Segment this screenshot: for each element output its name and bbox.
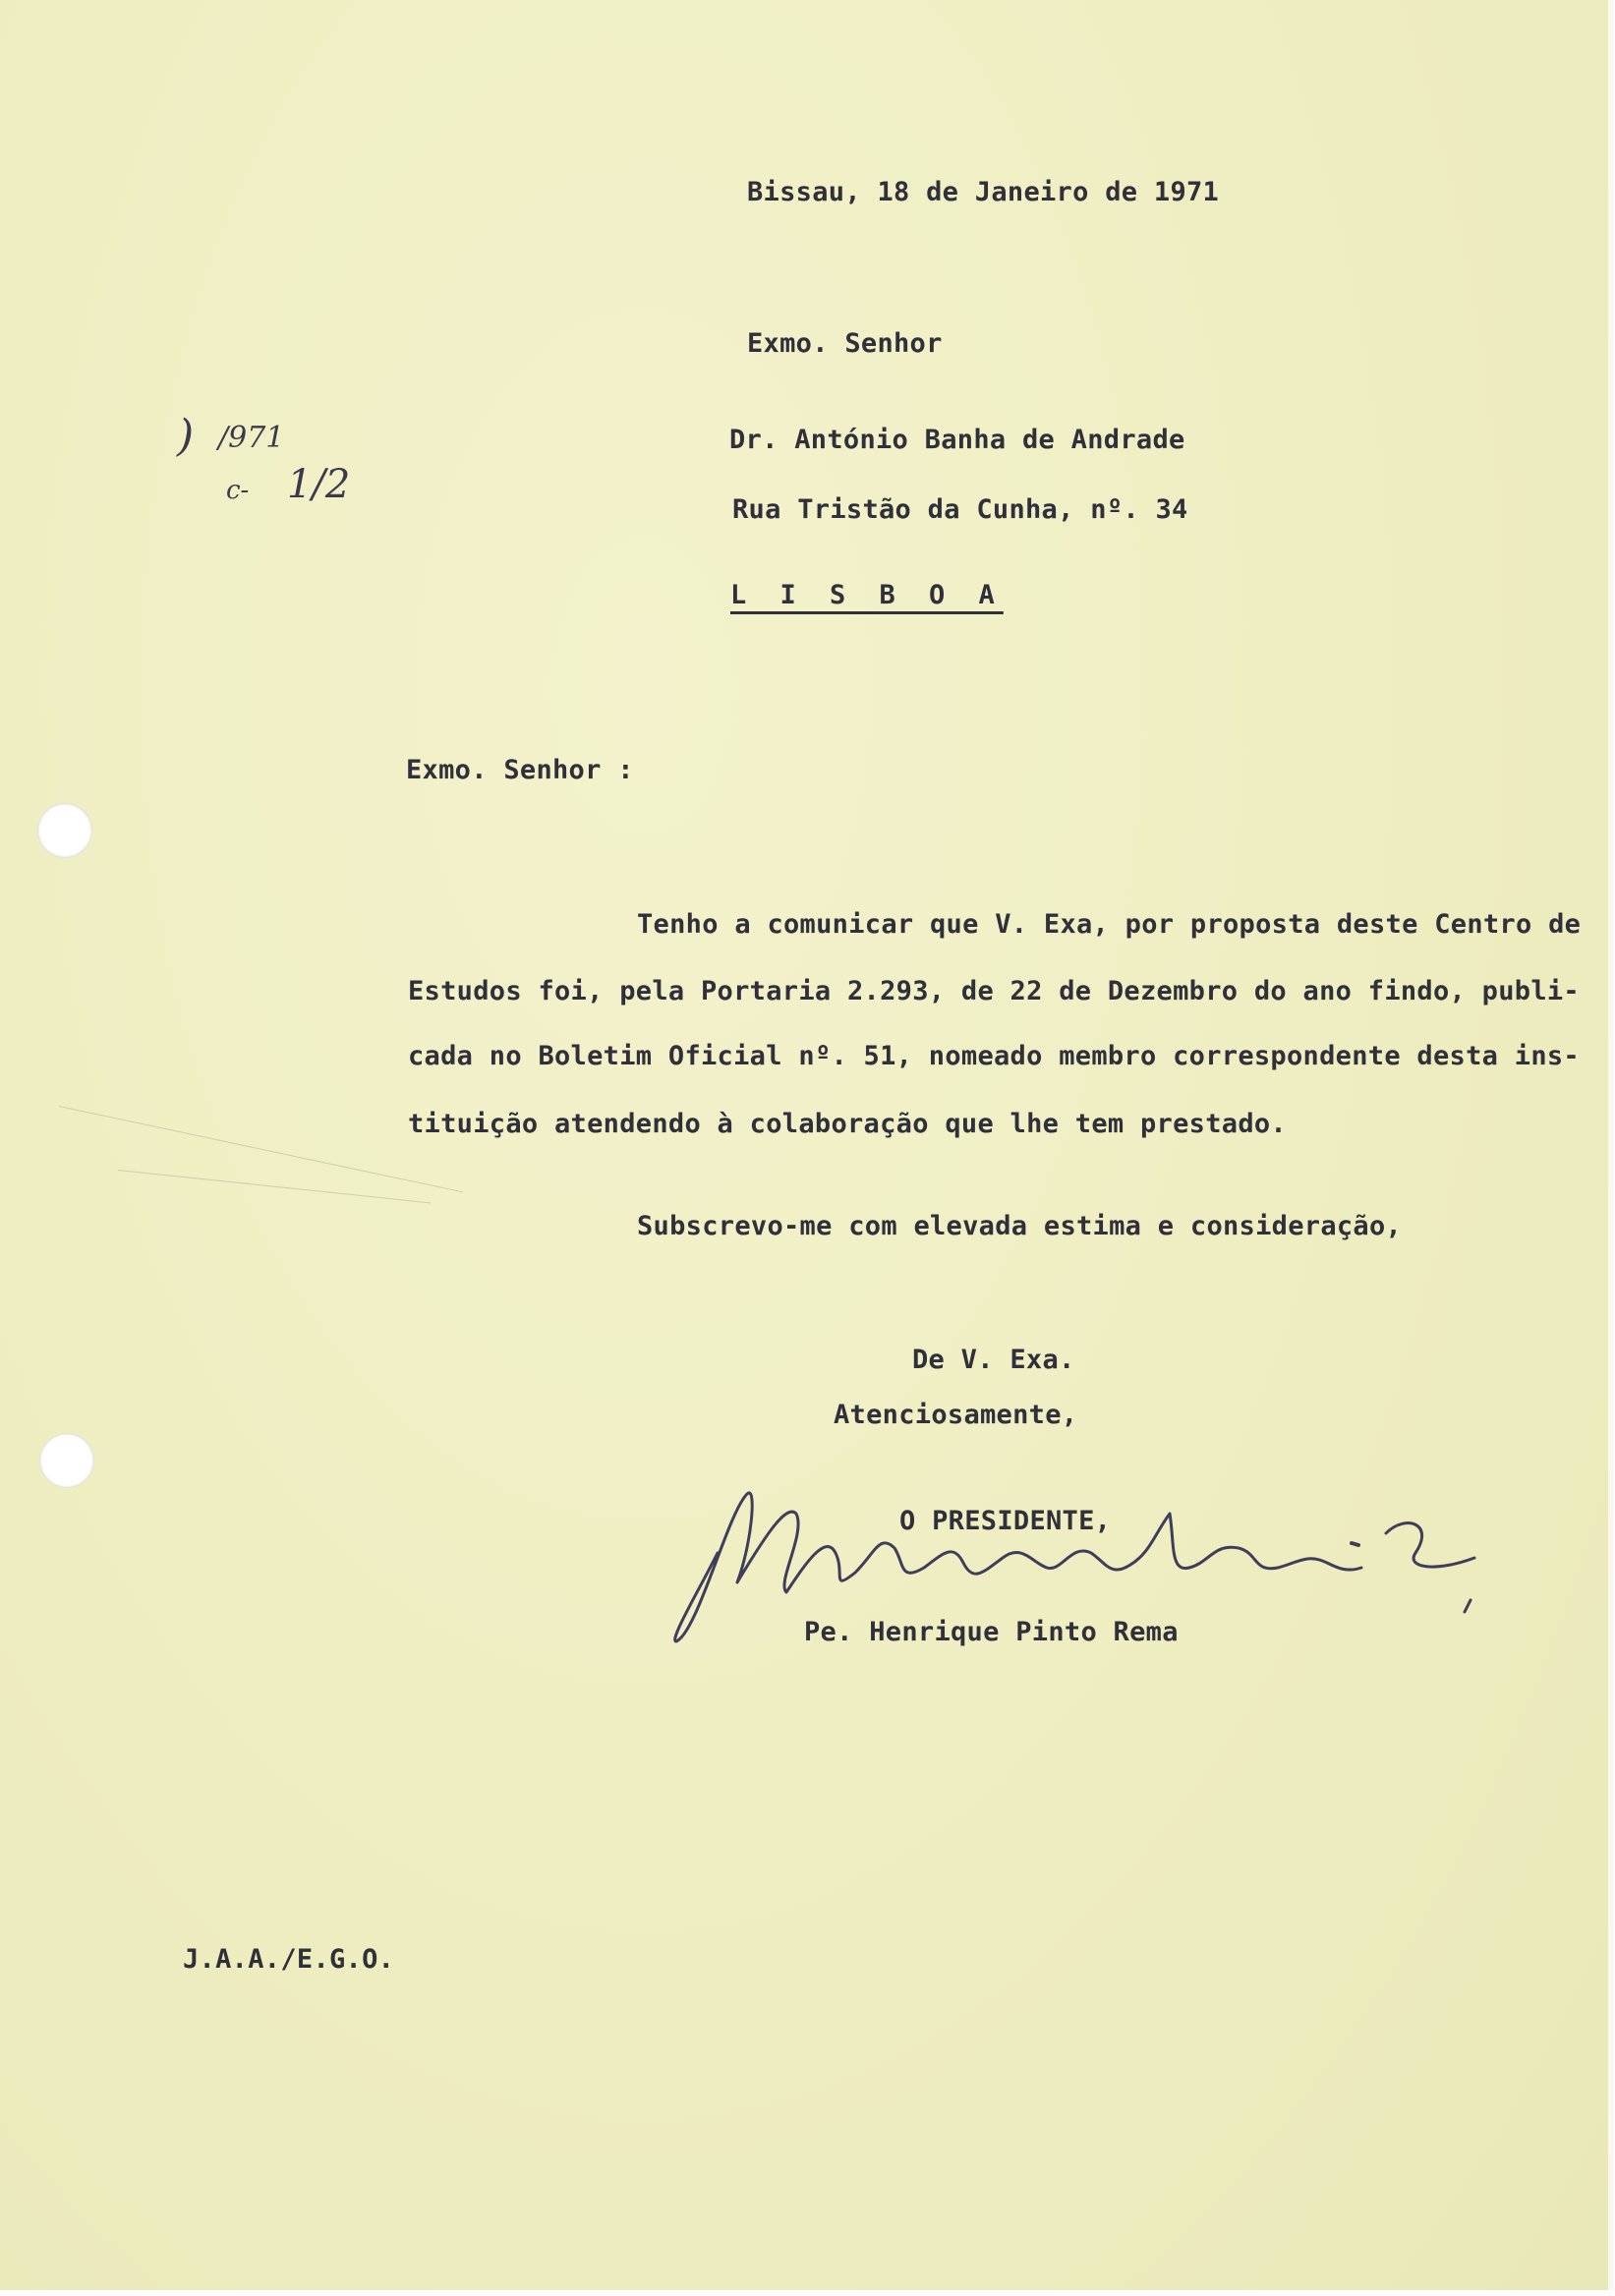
addressee-salutation: Exmo. Senhor — [747, 328, 943, 359]
closing-line-1: De V. Exa. — [912, 1345, 1075, 1375]
signatory-title: O PRESIDENTE, — [899, 1506, 1112, 1536]
punch-hole-top — [37, 803, 92, 858]
reference-initials: J.A.A./E.G.O. — [183, 1944, 395, 1975]
opening-salutation: Exmo. Senhor : — [406, 755, 634, 785]
handwritten-folio: 1/2 — [287, 462, 351, 507]
addressee-name: Dr. António Banha de Andrade — [729, 425, 1185, 455]
paper-crease — [59, 1106, 463, 1192]
handwritten-year: /971 — [218, 421, 285, 455]
addressee-city: L I S B O A — [730, 580, 1004, 610]
body-line: tituição atendendo à colaboração que lhe tem prestado. — [408, 1109, 1287, 1139]
signatory-name: Pe. Henrique Pinto Rema — [804, 1617, 1179, 1647]
place-date: Bissau, 18 de Janeiro de 1971 — [747, 177, 1220, 207]
closing-line-2: Atenciosamente, — [834, 1400, 1078, 1430]
body-line: Tenho a comunicar que V. Exa, por proposta deste Centro de — [637, 909, 1582, 940]
handwritten-prefix: c- — [226, 476, 250, 505]
body-line: cada no Boletim Oficial nº. 51, nomeado membro correspondente desta ins- — [408, 1041, 1580, 1071]
body-line: Estudos foi, pela Portaria 2.293, de 22 de Dezembro do ano findo, publi- — [408, 976, 1580, 1006]
closing-sentence: Subscrevo-me com elevada estima e consideração, — [637, 1211, 1403, 1241]
punch-hole-bottom — [39, 1433, 94, 1488]
handwritten-mark: ) — [177, 411, 195, 461]
addressee-street: Rua Tristão da Cunha, nº. 34 — [732, 494, 1188, 525]
